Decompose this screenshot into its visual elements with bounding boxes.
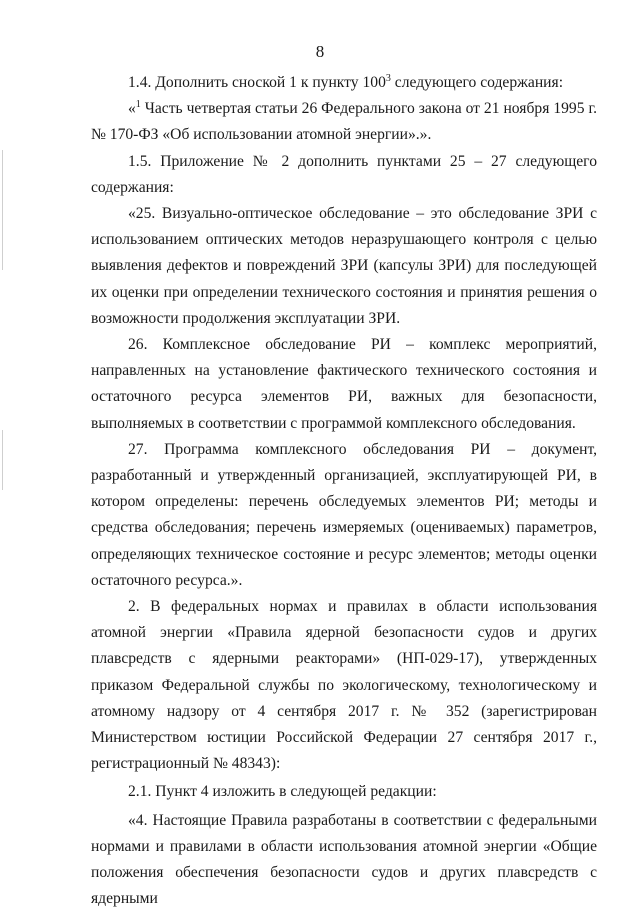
paragraph-text: 1.4. Дополнить сноской 1 к пункту 100	[128, 74, 386, 91]
paragraph-27: 27. Программа комплексного обследования РИ – документ, разработанный и утвержденный организацией, эксплуатирующей РИ, в котором определены: перечень обследуемых элементов РИ; методы и средства обследования; перечень измеряемых (оцениваемых) параметров, определяющих техническое состояние и ресурс элементов; методы оценки остаточного ресурса.».	[91, 440, 597, 589]
footnote-quote	[91, 96, 597, 148]
document-body	[91, 70, 597, 913]
page-number: 8	[315, 42, 325, 61]
quote-mark: «	[128, 100, 136, 118]
scan-edge-mark	[2, 430, 3, 490]
paragraph-text: Часть четвертая статьи 26 Федерального закона от 21 ноября 1995 г. № 170-ФЗ «Об использовании атомной энергии».».	[91, 100, 597, 144]
paragraph-2-1: 2.1. Пункт 4 изложить в следующей редакции:	[128, 783, 437, 801]
paragraph-text: следующего содержания:	[390, 74, 564, 91]
superscript: 3	[385, 72, 391, 84]
paragraph-1-4	[91, 70, 597, 96]
paragraph-1-5: 1.5. Приложение № 2 дополнить пунктами 25 – 27 следующего содержания:	[91, 152, 597, 196]
paragraph-2: 2. В федеральных нормах и правилах в области использования атомной энергии «Правила ядерной безопасности судов и других плавсредств с ядерными реакторами» (НП-029-17), утвержденных приказом Федеральной службы по экологическому, технологическому и атомному надзору от 4 сентября 2017 г. № 352 (зарегистрирован Министерством юстиции Российской Федерации 27 сентября 2017 г., регистрационный № 48343):	[91, 598, 597, 773]
paragraph-25: «25. Визуально-оптическое обследование – это обследование ЗРИ с использованием оптических методов неразрушающего контроля с целью выявления дефектов и повреждений ЗРИ (капсулы ЗРИ) для последующей их оценки при определении технического состояния и принятия решения о возможности продолжения эксплуатации ЗРИ.	[91, 205, 597, 327]
footnote-marker: 1	[135, 99, 141, 111]
scan-edge-mark	[2, 150, 3, 270]
paragraph-26: 26. Комплексное обследование РИ – комплекс мероприятий, направленных на установление фактического технического состояния и остаточного ресурса элементов РИ, важных для безопасности, выполняемых в соответствии с программой комплексного обследования.	[91, 336, 597, 432]
paragraph-4: «4. Настоящие Правила разработаны в соответствии с федеральными нормами и правилами в области использования атомной энергии «Общие положения обеспечения безопасности судов и других плавсредств с ядерными	[91, 811, 597, 908]
